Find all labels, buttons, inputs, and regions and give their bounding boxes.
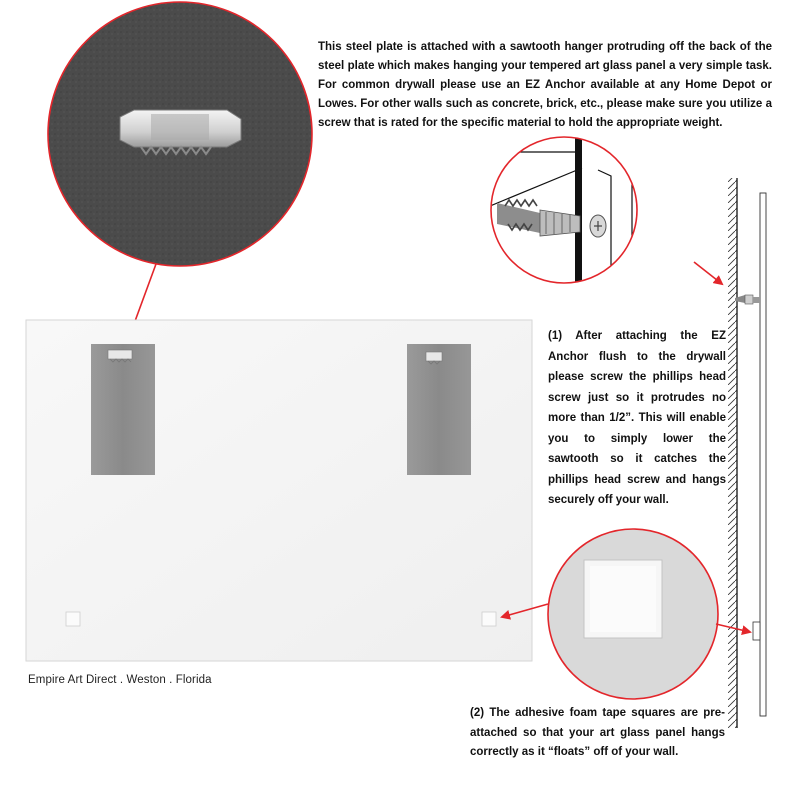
wall-side-view — [728, 178, 766, 728]
drywall-anchor-closeup — [490, 130, 637, 300]
intro-description: This steel plate is attached with a sawtooth hanger protruding off the back of the steel plate which makes hanging your tempered art glass panel a very simple task. For common drywall please use an EZ Anchor available at any Home Depot or Lowes. For other walls such as concrete, brick, etc., please make sure you utilize a screw that is rated for the specific material to hold the appropriate weight. — [318, 41, 772, 129]
steel-plate-left — [91, 344, 155, 475]
sawtooth-hanger — [120, 110, 241, 154]
glass-panel-back — [26, 320, 532, 661]
steel-plate-right — [407, 344, 471, 475]
foam-square-right — [482, 612, 496, 626]
foam-square-closeup — [545, 525, 725, 705]
side-screw — [735, 295, 760, 304]
hanger-closeup — [48, 0, 318, 270]
step-1-instructions: (1) After attaching the EZ Anchor flush to the drywall please screw the phillips head screw just so it protrudes no more than 1/2”. This will enable you to simply lower the sawtooth so it catches the phillips head screw and hangs securely off your wall. — [548, 330, 726, 506]
foam-square-left — [66, 612, 80, 626]
callout-arrow-anchor — [694, 262, 722, 284]
company-credit: Empire Art Direct . Weston . Florida — [28, 674, 212, 686]
step-2-instructions: (2) The adhesive foam tape squares are pre-attached so that your art glass panel hangs correctly as it “floats” off of your wall. — [470, 707, 725, 758]
